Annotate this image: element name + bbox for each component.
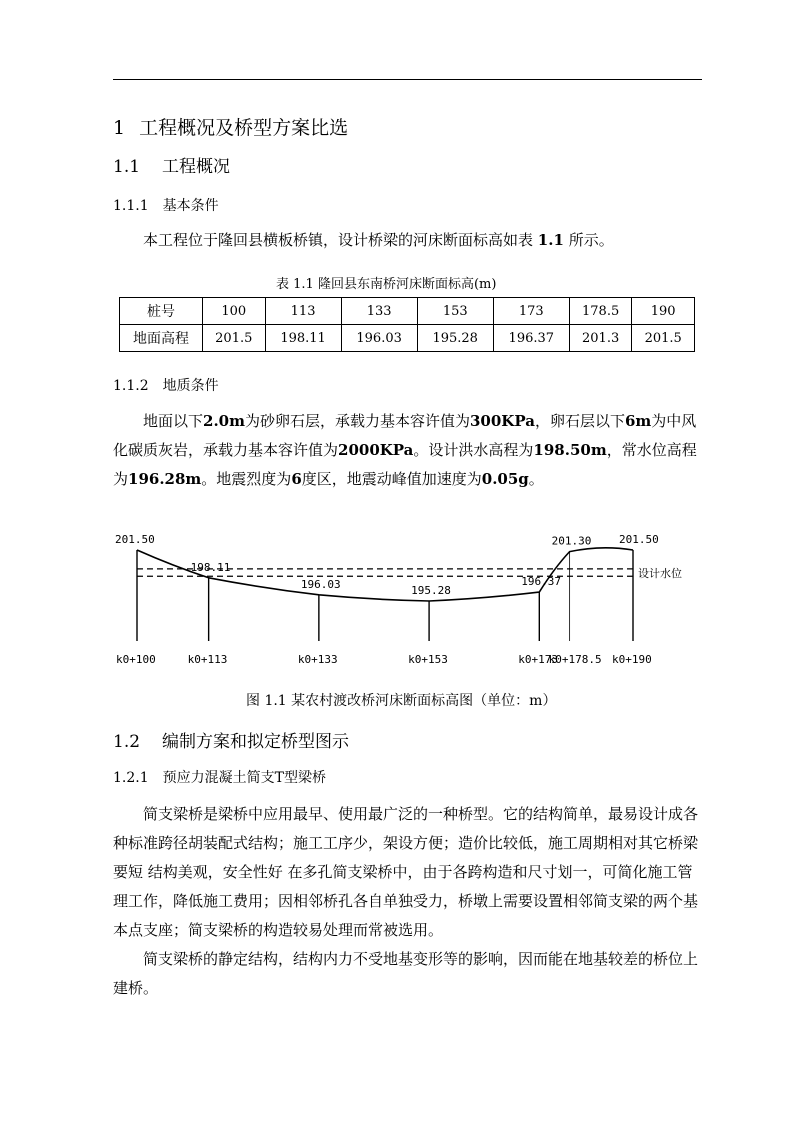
heading-text: 基本条件 [162,198,219,214]
table-ref: 1.1 [537,231,564,249]
heading-number: 1.1.2 [113,378,149,394]
heading-number: 1.2.1 [113,770,149,786]
table-cell: 198.11 [265,325,341,352]
paragraph: 简支梁桥是梁桥中应用最早、使用最广泛的一种桥型。它的结构简单，最易设计成各种标准跨径胡装配式结构；施工工序少，架设方便；造价比较低，施工周期相对其它桥梁要短 结构美观，安全性好 在多孔简支梁桥中，由于各跨构造和尺寸划一，可简化施工管理工作，降低施工费用；因相邻桥孔各自单独受力，桥墩上需要设置相邻简支梁的两个基本点支座；简支梁桥的构造较易处理而常被选用。 [113,805,699,939]
heading-number: 1.1 [113,157,141,177]
station-label: k0+133 [297,653,338,666]
heading-1-2-1 [113,767,326,787]
elevation-label: 201.30 [551,534,592,548]
table-row [120,298,695,325]
table-cell: 190 [632,298,695,325]
heading-text: 工程概况及桥型方案比选 [139,117,349,139]
table-cell: 195.28 [417,325,493,352]
heading-1-1-2 [113,375,219,395]
heading-1-2 [113,727,349,752]
table-cell: 201.3 [569,325,632,352]
elevation-label: 196.03 [300,577,341,591]
station-label: k0+190 [612,653,652,666]
station-label: k0+113 [187,653,228,666]
water-level-label: 设计水位 [638,566,682,580]
table-cell: 201.5 [632,325,695,352]
simply-supported-text [113,800,705,1003]
table-cell: 173 [493,298,569,325]
station-label: k0+178.5 [548,653,602,666]
heading-number: 1 [113,117,126,139]
elevation-label: 201.50 [619,533,659,546]
table-cell: 178.5 [569,298,632,325]
station-label: k0+153 [408,653,448,666]
heading-1 [113,113,348,140]
paragraph: 简支梁桥的静定结构，结构内力不受地基变形等的影响，因而能在地基较差的桥位上建桥。 [113,950,699,997]
figure-caption: 图 1.1 某农村渡改桥河床断面标高图（单位：m） [246,693,557,709]
intro-paragraph: 本工程位于隆回县横板桥镇，设计桥梁的河床断面标高如表 1.1 所示。 [143,231,614,249]
elevation-label: 201.50 [115,533,155,546]
heading-number: 1.2 [113,732,141,752]
heading-text: 工程概况 [162,157,231,177]
elevation-label: 198.11 [190,560,231,574]
table-cell: 201.5 [203,325,266,352]
table-cell: 153 [417,298,493,325]
heading-number: 1.1.1 [113,198,149,214]
heading-text: 编制方案和拟定桥型图示 [162,732,350,752]
table-cell: 113 [265,298,341,325]
elevation-table [119,297,695,352]
table-cell: 133 [341,298,417,325]
elevation-label: 196.37 [521,575,562,589]
heading-1-1-1 [113,195,219,215]
station-label: k0+100 [116,653,156,666]
geology-paragraph: 地面以下2.0m为砂卵石层，承载力基本容许值为300KPa，卵石层以下6m为中风化碳质灰岩，承载力基本容许值为2000KPa。设计洪水高程为198.50m，常水位高程为196.28m。地震烈度为6度区，地震动峰值加速度为0.05g。 [113,412,697,488]
heading-text: 预应力混凝土简支T型梁桥 [162,770,326,786]
table-cell: 100 [203,298,266,325]
river-section-chart [110,530,682,670]
row-label-station: 桩号 [120,298,203,325]
table-cell: 196.03 [341,325,417,352]
table-row [120,325,695,352]
header-rule [113,79,702,80]
heading-1-1 [113,152,230,177]
elevation-label: 195.28 [411,583,451,597]
station-label: k0+173 [518,653,559,666]
heading-text: 地质条件 [162,378,219,394]
row-label-elevation: 地面高程 [120,325,203,352]
table-caption: 表 1.1 隆回县东南桥河床断面标高(m) [276,277,497,292]
table-cell: 196.37 [493,325,569,352]
